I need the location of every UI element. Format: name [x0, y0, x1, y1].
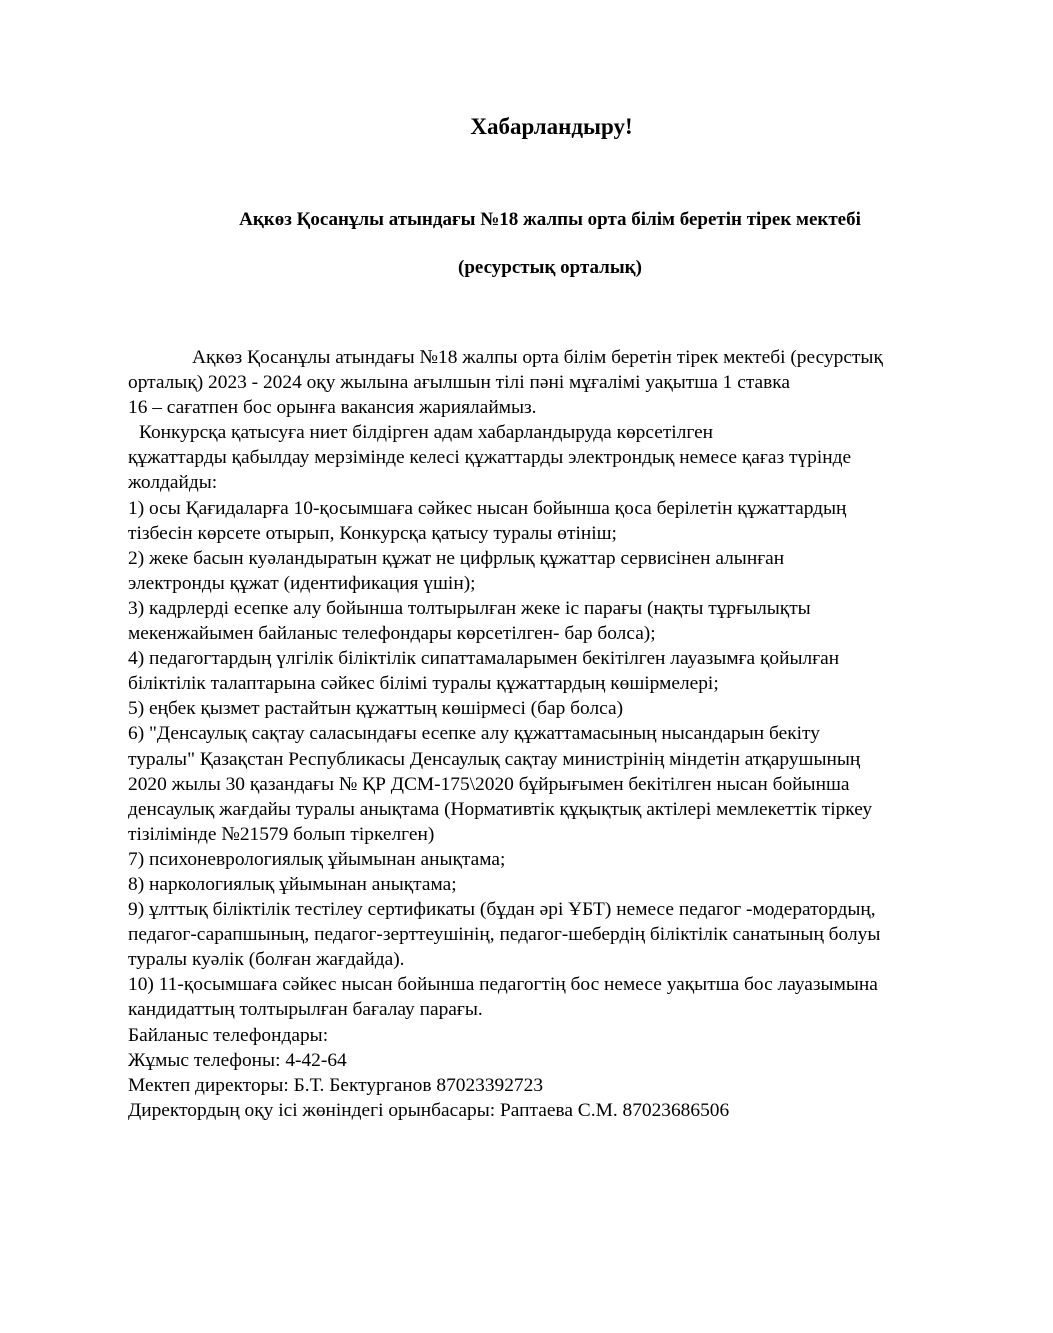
deputy-director-contact: Директордың оқу ісі жөніндегі орынбасары: Раптаева С.М. 87023686506	[128, 1099, 730, 1121]
body-line: Ақкөз Қосанұлы атындағы №18 жалпы орта білім беретін тірек мектебі (ресурстық	[192, 347, 883, 368]
list-item-line: тізілімінде №21579 болып тіркелген)	[128, 823, 435, 845]
list-item-line: электронды құжат (идентификация үшін);	[128, 572, 476, 594]
list-item-line: педагог-сарапшының, педагог-зерттеушінің, педагог-шебердің біліктілік санатының болуы	[128, 924, 881, 946]
body-line: Конкурсқа қатысуға ниет білдірген адам хабарландыруда көрсетілген	[139, 422, 714, 444]
body-line: жолдайды:	[128, 472, 218, 494]
list-item-line: денсаулық жағдайы туралы анықтама (Нормативтік құқықтық актілері мемлекеттік тіркеу	[128, 798, 873, 820]
list-item-line: 7) психоневрологиялық ұйымынан анықтама;	[128, 848, 506, 870]
list-item-line: туралы" Қазақстан Республикасы Денсаулық сақтау министрінің міндетін атқарушының	[128, 748, 861, 770]
school-name-heading: Ақкөз Қосанұлы атындағы №18 жалпы орта білім беретін тірек мектебі	[239, 209, 861, 230]
list-item-line: туралы куәлік (болған жағдайда).	[128, 949, 405, 971]
body-line: орталық) 2023 - 2024 оқу жылына ағылшын тілі пәні мұғалімі уақытша 1 ставка	[128, 372, 791, 394]
list-item-line: 1) осы Қағидаларға 10-қосымшаға сәйкес нысан бойынша қоса берілетін құжаттардың	[128, 497, 847, 519]
list-item-line: мекенжайымен байланыс телефондары көрсетілген- бар болса);	[128, 623, 656, 645]
list-item-line: 6) "Денсаулық сақтау саласындағы есепке алу құжаттамасының нысандарын бекіту	[128, 723, 820, 745]
list-item-line: 4) педагогтардың үлгілік біліктілік сипаттамаларымен бекітілген лауазымға қойылған	[128, 648, 840, 670]
list-item-line: 8) наркологиялық ұйымынан анықтама;	[128, 873, 457, 895]
school-type-heading: (ресурстық орталық)	[458, 257, 642, 278]
list-item-line: 3) кадрлерді есепке алу бойынша толтырылған жеке іс парағы (нақты тұрғылықты	[128, 597, 811, 619]
body-line: құжаттарды қабылдау мерзімінде келесі құжаттарды электрондық немесе қағаз түрінде	[128, 447, 852, 469]
body-line: 16 – сағатпен бос орынға вакансия жариялаймыз.	[128, 397, 537, 419]
document-title: Хабарландыру!	[470, 114, 633, 139]
list-item-line: 9) ұлттық біліктілік тестілеу сертификаты (бұдан әрі ҰБТ) немесе педагог -модератордың,	[128, 899, 876, 921]
list-item-line: кандидаттың толтырылған бағалау парағы.	[128, 999, 483, 1021]
list-item-line: 5) еңбек қызмет растайтын құжаттың көшірмесі (бар болса)	[128, 698, 624, 720]
list-item-line: 10) 11-қосымшаға сәйкес нысан бойынша педагогтің бос немесе уақытша бос лауазымына	[128, 974, 878, 996]
list-item-line: тізбесін көрсете отырып, Конкурсқа қатысу туралы өтініш;	[128, 522, 617, 544]
work-phone: Жұмыс телефоны: 4-42-64	[128, 1049, 347, 1071]
list-item-line: 2) жеке басын куәландыратын құжат не цифрлық құжаттар сервисінен алынған	[128, 547, 785, 569]
announcement-body	[128, 345, 988, 1123]
list-item-line: біліктілік талаптарына сәйкес білімі туралы құжаттардың көшірмелері;	[128, 673, 719, 695]
list-item-line: 2020 жылы 30 қазандағы № ҚР ДСМ-175\2020 бұйрығымен бекітілген нысан бойынша	[128, 773, 850, 795]
director-contact: Мектеп директоры: Б.Т. Бектурганов 87023392723	[128, 1074, 544, 1096]
contacts-heading: Байланыс телефондары:	[128, 1024, 329, 1046]
